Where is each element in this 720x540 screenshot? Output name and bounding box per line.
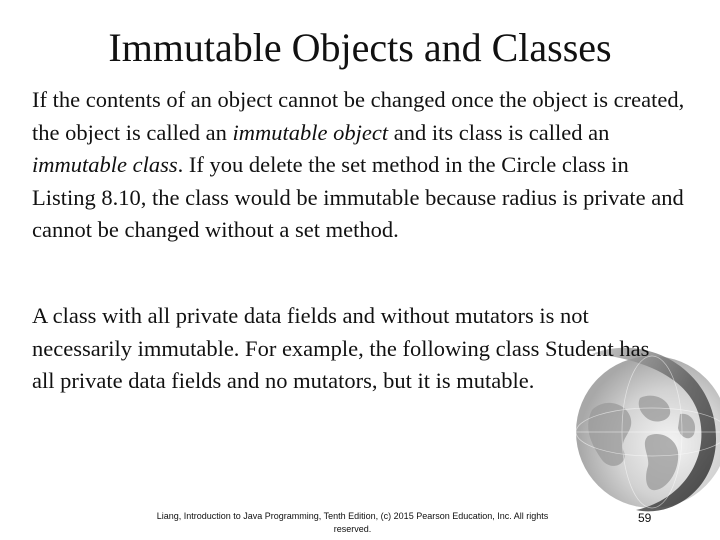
paragraph-student-example: A class with all private data fields and without mutators is not necessarily immutable. For example, the following class Student has all private data fields and no mutators, but it is mutable. [32, 303, 650, 393]
paragraph-immutable-definition [32, 84, 692, 247]
slide-title: Immutable Objects and Classes [108, 25, 612, 70]
paragraph-text: . If you delete the set method in the Circle class in Listing 8.10, the class would be immutable because radius is private and cannot be changed without a set method. [32, 152, 684, 242]
term-immutable-object: immutable object [232, 119, 389, 145]
footer-copyright: Liang, Introduction to Java Programming, Tenth Edition, (c) 2015 Pearson Education, Inc. All rights reserved. [156, 511, 549, 534]
page-number: 59 [638, 511, 652, 525]
paragraph-text: If the contents of an object cannot be changed once the object is created, the object is called an [32, 87, 685, 145]
paragraph-text: and its class is called an [388, 119, 610, 145]
term-immutable-class: immutable class [32, 152, 178, 177]
